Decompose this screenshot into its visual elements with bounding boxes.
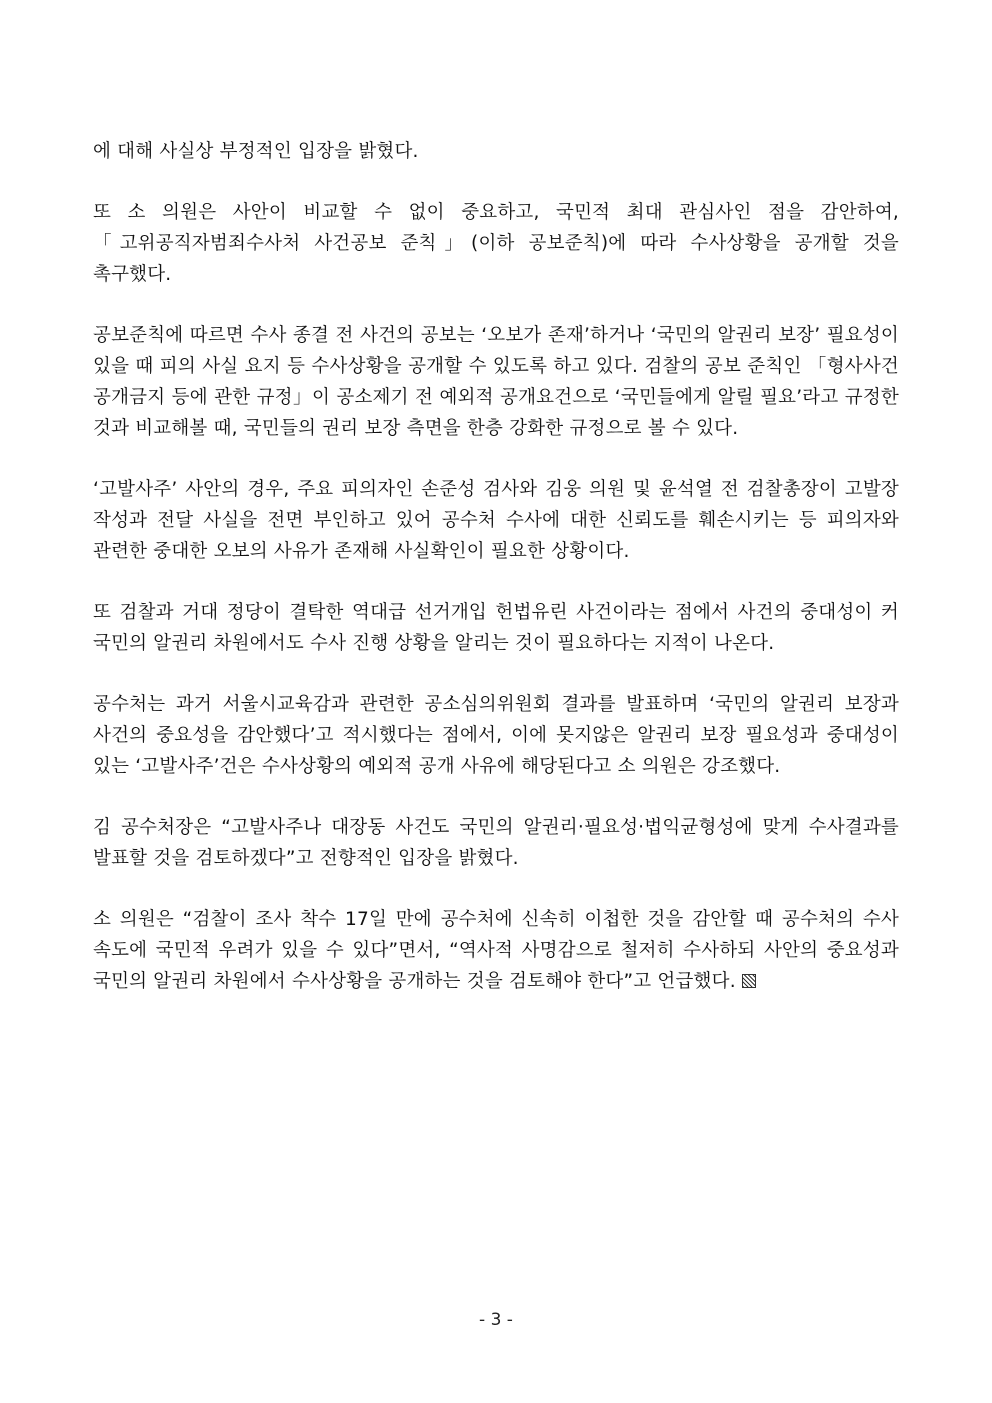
paragraph-2: 또 소 의원은 사안이 비교할 수 없이 중요하고, 국민적 최대 관심사인 점을 감안하여, 「고위공직자범죄수사처 사건공보 준칙」(이하 공보준칙)에 따라 수사상황을 공개할 것을 촉구했다. <box>93 202 899 285</box>
paragraph-1: 에 대해 사실상 부정적인 입장을 밝혔다. <box>93 141 419 162</box>
paragraph-8 <box>93 904 899 997</box>
paragraph-6: 공수처는 과거 서울시교육감과 관련한 공소심의위원회 결과를 발표하며 ‘국민의 알권리 보장과 사건의 중요성을 감안했다’고 적시했다는 점에서, 이에 못지않은 알권리 보장 필요성과 중대성이 있는 ‘고발사주’건은 수사상황의 예외적 공개 사유에 해당된다고 소 의원은 강조했다. <box>93 694 899 777</box>
document-body <box>93 136 899 1027</box>
paragraph-8-text: 소 의원은 “검찰이 조사 착수 17일 만에 공수처에 신속히 이첩한 것을 감안할 때 공수처의 수사 속도에 국민적 우려가 있을 수 있다”면서, “역사적 사명감으로 철저히 수사하되 사안의 중요성과 국민의 알권리 차원에서 수사상황을 공개하는 것을 검토해야 한다”고 언급했다. <box>93 909 899 992</box>
paragraph-7: 김 공수처장은 “고발사주나 대장동 사건도 국민의 알권리·필요성·법익균형성에 맞게 수사결과를 발표할 것을 검토하겠다”고 전향적인 입장을 밝혔다. <box>93 817 899 869</box>
paragraph-3: 공보준칙에 따르면 수사 종결 전 사건의 공보는 ‘오보가 존재’하거나 ‘국민의 알권리 보장’ 필요성이 있을 때 피의 사실 요지 등 수사상황을 공개할 수 있도록 하고 있다. 검찰의 공보 준칙인 「형사사건 공개금지 등에 관한 규정」이 공소제기 전 예외적 공개요건으로 ‘국민들에게 알릴 필요’라고 규정한 것과 비교해볼 때, 국민들의 권리 보장 측면을 한층 강화한 규정으로 볼 수 있다. <box>93 325 899 439</box>
page-number: - 3 - <box>479 1310 513 1330</box>
end-mark-icon <box>742 974 756 988</box>
paragraph-4: ‘고발사주’ 사안의 경우, 주요 피의자인 손준성 검사와 김웅 의원 및 윤석열 전 검찰총장이 고발장 작성과 전달 사실을 전면 부인하고 있어 공수처 수사에 대한 신뢰도를 훼손시키는 등 피의자와 관련한 중대한 오보의 사유가 존재해 사실확인이 필요한 상황이다. <box>93 479 899 562</box>
paragraph-5: 또 검찰과 거대 정당이 결탁한 역대급 선거개입 헌법유린 사건이라는 점에서 사건의 중대성이 커 국민의 알권리 차원에서도 수사 진행 상황을 알리는 것이 필요하다는 지적이 나온다. <box>93 602 899 654</box>
